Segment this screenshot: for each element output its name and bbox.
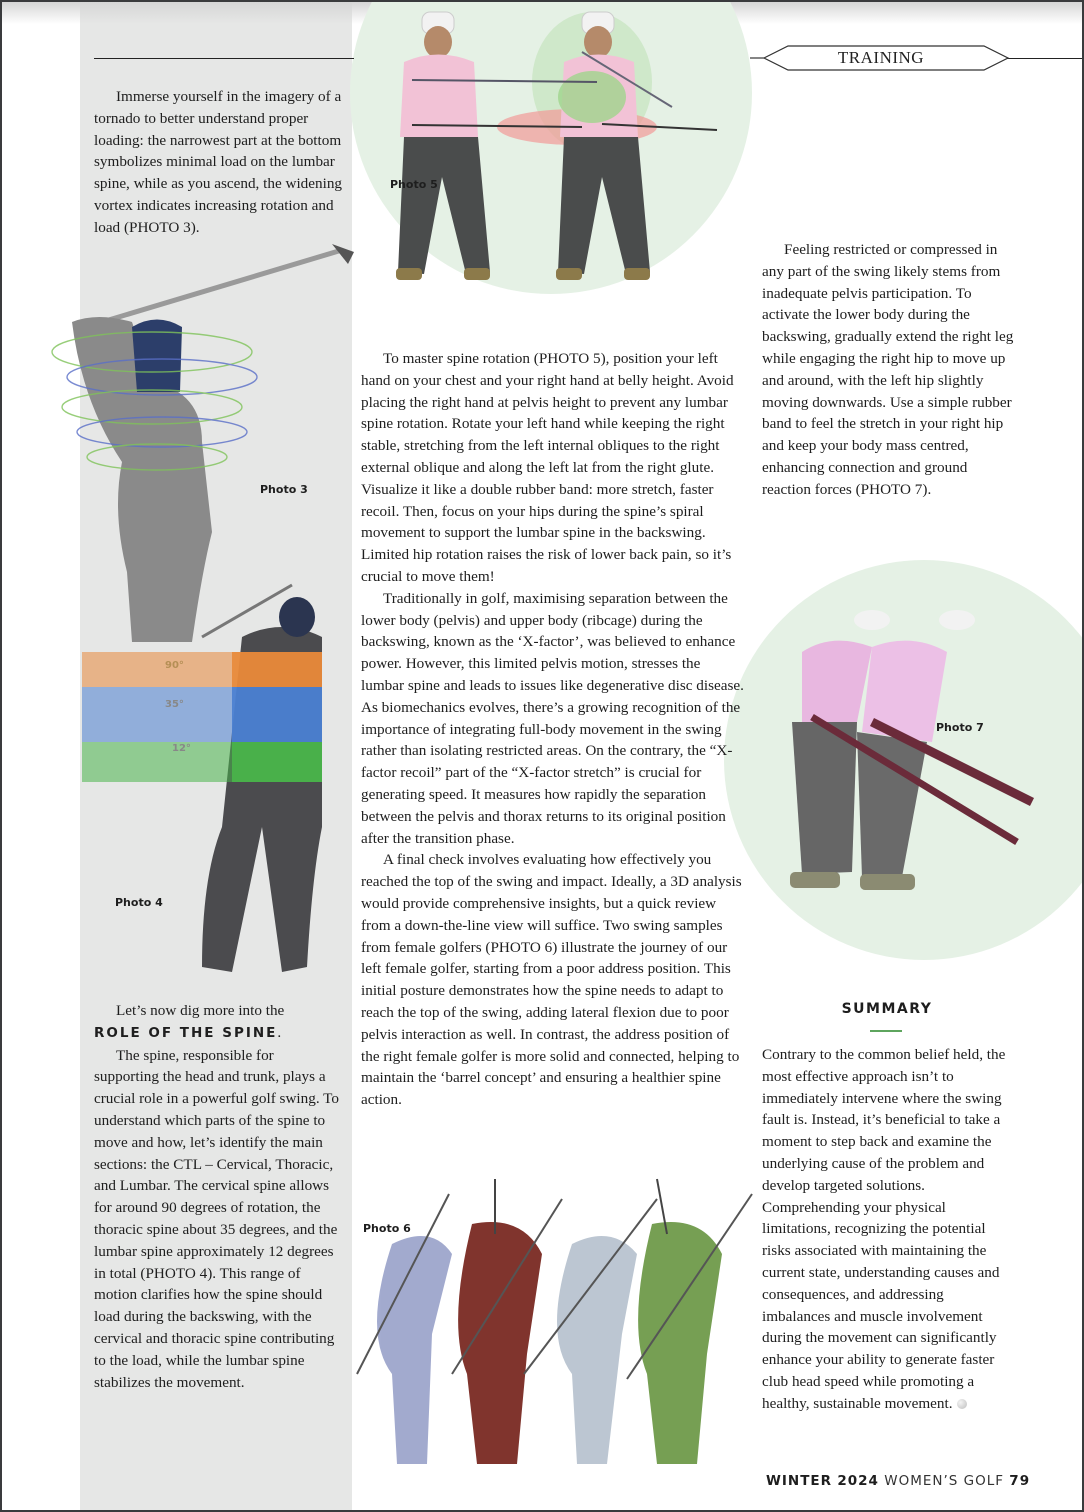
intro-paragraph: Immerse yourself in the imagery of a tornado to better understand proper loading: the narrowest part at the bottom symbolizes minimal load on the lumbar spine, while as you ascend, the widening vortex indicates increasing rotation and load (PHOTO 3). xyxy=(94,88,343,236)
middle-column xyxy=(361,348,745,1111)
summary-column xyxy=(762,1044,1014,1415)
photo7-image xyxy=(762,592,1062,912)
left-intro-column xyxy=(94,86,342,239)
photo7-caption: Photo 7 xyxy=(936,721,984,734)
page-number: 79 xyxy=(1009,1473,1031,1489)
section-label: TRAINING xyxy=(837,48,925,67)
photo3-caption: Photo 3 xyxy=(260,483,308,496)
top-rule-right xyxy=(1000,58,1082,59)
photo4-image xyxy=(82,577,352,987)
photo5-image xyxy=(382,2,742,302)
x-factor-paragraph: Traditionally in golf, maximising separation between the lower body (pelvis) and upper body (ribcage) during the backswing, known as the ‘X-factor’, was believed to enhance power. However, this limited pelvis motion, stresses the lumbar spine and leads to issues like degenerative disc disease. As biomechanics evolves, there’s a growing recognition of the importance of integrating full-body movement in the swing rather than isolating restricted areas. On the contrary, the “X-factor recoil” part of the “X-factor stretch” is crucial for generating speed. It measures how rapidly the separation between the pelvis and thorax returns to its original position after the transition phase. xyxy=(361,589,744,847)
section-tag xyxy=(750,44,1012,72)
photo4-angle-thoracic: 35° xyxy=(165,699,184,710)
role-heading-line xyxy=(94,1022,342,1045)
summary-text: Contrary to the common belief held, the most effective approach isn’t to immediately intervene where the swing fault is. Instead, it’s beneficial to take a moment to step back and examine the underlying cause of the problem and develop targeted solutions. Comprehending your physical limitations, recognizing the potential risks associated with maintaining the current state, understanding causes and consequences, and addressing imbalances and muscle involvement during the movement can significantly enhance your ability to generate faster club head speed while promoting a healthy, sustainable movement. xyxy=(762,1046,1006,1412)
pelvis-paragraph: Feeling restricted or compressed in any part of the swing likely stems from inadequate pelvis participation. To activate the lower body during the backswing, gradually extend the right leg while engaging the right hip to move up and around, with the left hip slightly moving downwards. Use a simple rubber band to feel the stretch in your right hip and keep your body mass centred, enhancing connection and ground reaction forces (PHOTO 7). xyxy=(762,241,1014,498)
page-footer xyxy=(766,1473,1030,1489)
footer-year: 2024 xyxy=(837,1473,879,1489)
photo6-caption: Photo 6 xyxy=(363,1222,411,1235)
final-check-paragraph: A final check involves evaluating how effectively you reached the top of the swing and impact. Ideally, a 3D analysis would provide comprehensive insights, but a quick review from a down-the-line view will suffice. Two swing samples from female golfers (PHOTO 6) illustrate the journey of our left female golfer, starting from a poor address position. This initial posture demonstrates how the spine needs to adapt to reach the top of the swing, adding lateral flexion due to poor pelvis interaction as well. In contrast, the address position of the right female golfer is more solid and connected, helping to maintain the ‘barrel concept’ and ensuring a healthier spine action. xyxy=(361,851,742,1109)
end-mark-icon xyxy=(957,1399,967,1409)
footer-season: WINTER xyxy=(766,1473,833,1489)
photo4-angle-cervical: 90° xyxy=(165,660,184,671)
summary-title: SUMMARY xyxy=(841,1001,933,1017)
role-of-spine-heading: ROLE OF THE SPINE xyxy=(94,1024,278,1041)
spine-paragraph: The spine, responsible for supporting the head and trunk, plays a crucial role in a powerful golf swing. To understand which parts of the spine to move and how, let’s identify the main sections: the CTL – Cervical, Thoracic, and Lumbar. The cervical spine allows for around 90 degrees of rotation, the thoracic spine about 35 degrees, and the lumbar spine approximately 12 degrees in total (PHOTO 4). This range of motion clarifies how the spine should load during the backswing, with the cervical and thoracic spine contributing to the load, while the lumbar spine stabilizes the movement. xyxy=(94,1046,339,1391)
left-spine-column xyxy=(94,1000,342,1393)
photo4-angle-lumbar: 12° xyxy=(172,743,191,754)
photo5-caption: Photo 5 xyxy=(390,178,438,191)
footer-magazine: WOMEN’S GOLF xyxy=(884,1473,1004,1489)
role-lead-in: Let’s now dig more into the xyxy=(116,1002,285,1019)
photo4-caption: Photo 4 xyxy=(115,896,163,909)
spine-rotation-paragraph: To master spine rotation (PHOTO 5), position your left hand on your chest and your right hand at belly height. Avoid placing the right hand at pelvis height to prevent any lumbar spine rotation. Rotate your left hand while keeping the right stable, stretching from the left internal obliques to the right external oblique and along the left lat from the right glute. Visualize it like a double rubber band: more stretch, faster recoil. Then, focus on your hips during the spine’s spiral movement to support the lumbar spine in the backswing. Limited hip rotation raises the risk of lower back pain, so it’s crucial to move them! xyxy=(361,350,734,585)
summary-paragraph xyxy=(762,1044,1014,1415)
top-rule-left xyxy=(94,58,354,59)
role-heading-period: . xyxy=(277,1023,282,1041)
magazine-page xyxy=(2,2,1082,1510)
photo6-image xyxy=(352,1174,762,1474)
summary-accent-bar xyxy=(870,1030,902,1032)
right-pelvis-column xyxy=(762,239,1017,501)
